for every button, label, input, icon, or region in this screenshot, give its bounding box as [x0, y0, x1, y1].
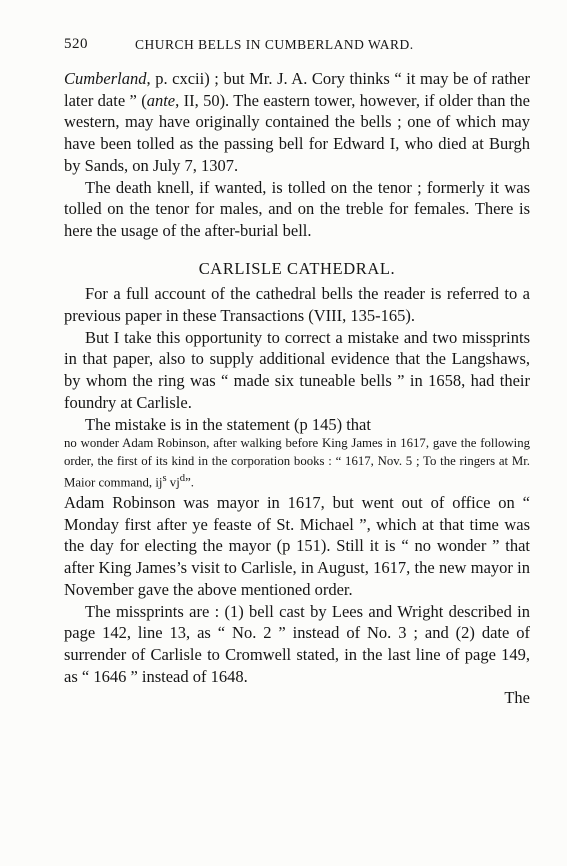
paragraph-correction: But I take this opportunity to correct a mistake and two missprints in that paper, also to supply additional evidence that the Langshaws, by whom the ring was “ made six tuneable bells ” in 1658, had their foundry at Carlisle.	[64, 327, 530, 412]
superscript: d	[179, 473, 186, 485]
page-number: 520	[64, 36, 88, 52]
section-title: CARLISLE CATHEDRAL.	[198, 258, 396, 278]
block-quote	[64, 435, 530, 492]
italic-ante: ante	[146, 90, 176, 110]
running-title: CHURCH BELLS IN CUMBERLAND WARD.	[135, 37, 414, 52]
paragraph-text: , p. cxcii) ; but Mr. J. A. Cory thinks “ it may be of rather later date ” (	[64, 69, 530, 110]
quote-text: ”.	[185, 475, 194, 490]
page-body	[64, 68, 530, 709]
paragraph-burgh-tower	[64, 68, 530, 177]
quote-text: no wonder Adam Robinson, after walking before King James in 1617, gave the following order, the first of its kind in the corporation books : “ 1617, Nov. 5 ; To the ringers at Mr. Maior command, ij	[64, 436, 530, 490]
quote-text: vj	[166, 475, 180, 490]
catchword: The	[504, 688, 530, 708]
paragraph-death-knell: The death knell, if wanted, is tolled on the tenor ; formerly it was tolled on the tenor for males, and on the treble for females. There is here the usage of the after-burial bell.	[64, 177, 530, 240]
italic-cumberland: Cumberland	[64, 69, 147, 88]
paragraph-missprints: The missprints are : (1) bell cast by Lees and Wright described in page 142, line 13, as “ No. 2 ” instead of No. 3 ; and (2) date of surrender of Carlisle to Cromwell stated, in the last line of page 149, as “ 1646 ” instead of 1648.	[64, 601, 530, 686]
superscript: s	[162, 473, 167, 485]
paragraph-text: , II, 50). The eastern tower, however, if older than the western, may have originally contained the bells ; one of which may have been tolled as the passing bell for Edward I, who died at Burgh by Sands, on July 7, 1307.	[64, 90, 530, 175]
paragraph-full-account: For a full account of the cathedral bells the reader is referred to a previous paper in these Transactions (VIII, 135-165).	[64, 284, 530, 326]
paragraph-mistake: The mistake is in the statement (p 145) that	[85, 414, 371, 434]
paragraph-mayor: Adam Robinson was mayor in 1617, but went out of office on “ Monday first after ye feaste of St. Michael ”, which at that time was the day for electing the mayor (p 151). Still it is “ no wonder ” that after King James’s visit to Carlisle, in August, 1617, the new mayor in November gave the above mentioned order.	[64, 493, 530, 599]
page-header	[64, 36, 528, 58]
